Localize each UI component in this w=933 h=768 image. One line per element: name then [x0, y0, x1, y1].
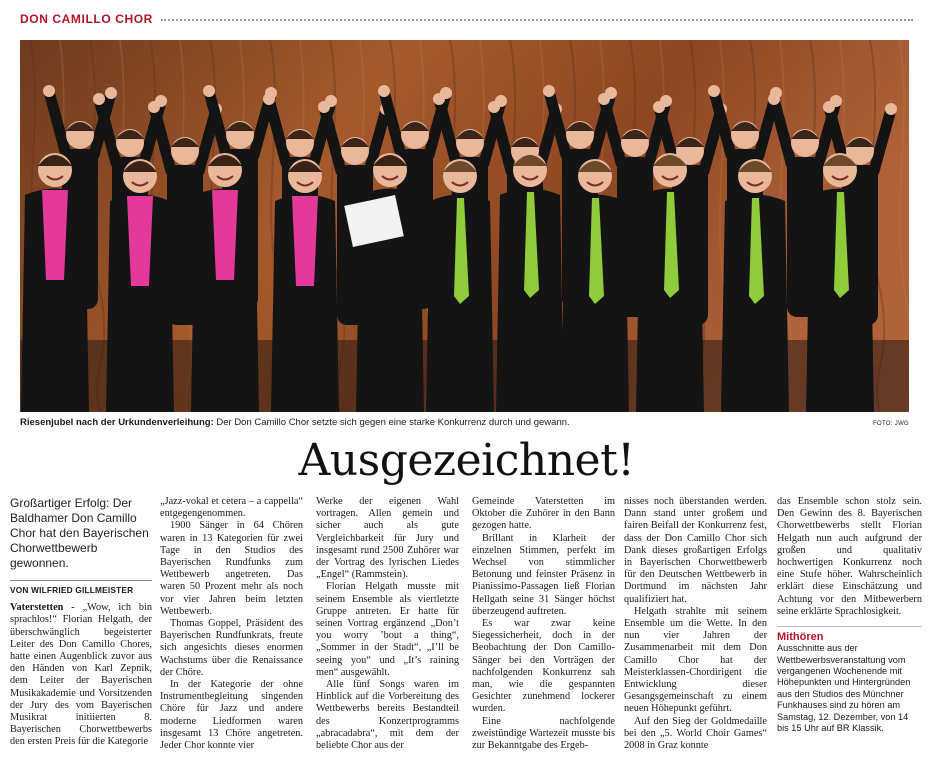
article-paragraph: das Ensemble schon stolz sein. Den Gewinn des 8. Bayerischen Chorwettbewerbs stellt Florian Helgath nun auch aufgrund der großen und qualitativ hochwertigen Konkurrenz noch eine Stufe höher. Wahrscheinlich erklärt diese Einschätzung und Achtung vor den Mitbewerbern seine erklärte Sprachlosigkeit.	[777, 496, 922, 617]
sidebar-box-title: Mithören	[777, 626, 922, 643]
article-column-2	[160, 496, 303, 752]
article-paragraph	[10, 602, 152, 748]
article-paragraph: 1900 Sänger in 64 Chören waren in 13 Kategorien für zwei Tage in den Studios des Bayerischen Rundfunks zum Wettbewerb angetreten. Das waren 50 Prozent mehr als noch vor vier Jahren beim letzten Wettbewerb.	[160, 520, 303, 617]
article-paragraph: Helgath strahlte mit seinem Ensemble um die Wette. In den nun vier Jahren der Zusammenarbeit mit dem Don Camillo Chor hat der Meisterklassen-Chordirigent die Entwicklung dieser Gesangsgemeinschaft zu einem neuen Höhepunkt geführt.	[624, 605, 767, 715]
headline: Ausgezeichnet!	[298, 435, 635, 486]
article-paragraph: Gemeinde Vaterstetten im Oktober die Zuhörer in den Bann gezogen hatte.	[472, 496, 615, 532]
sidebar-box-text: Ausschnitte aus der Wettbewerbsveranstaltung vom vergangenen Wochenende mit Höhepunkten und Hintergründen aus den Studios des Münchner Funkhauses sind zu hören am Samstag, 12. Dezember, von 14 bis 15 Uhr auf BR Klassik.	[777, 643, 911, 734]
dotted-rule	[161, 19, 913, 21]
article-paragraph: In der Kategorie der ohne Instrumentbegleitung singenden Chöre für Jazz und andere moderne Liedformen waren insgesamt 13 Chöre angetreten. Jeder Chor konnte vier	[160, 679, 303, 752]
byline: VON WILFRIED GILLMEISTER	[10, 580, 152, 596]
photo-illustration	[20, 40, 909, 412]
article-column-1	[10, 496, 152, 749]
photo-credit: FOTO: JWG	[873, 421, 909, 427]
section-header	[20, 8, 913, 30]
article-column-5	[624, 496, 767, 752]
article-column-4	[472, 496, 615, 752]
article-column-3	[316, 496, 459, 752]
article-paragraph: Brillant in Klarheit der einzelnen Stimmen, perfekt im Wechsel von stimmlicher Betonung und feinster Präsenz in Pianissimo-Passagen ließ Florian Hellgath seine 31 Sänger höchst überzeugend auftreten.	[472, 532, 615, 617]
article-paragraph: „Jazz-vokal et cetera – a cappella“ entgegengenommen.	[160, 496, 303, 520]
article-paragraph: Eine nachfolgende zweistündige Wartezeit musste bis zur Bekanntgabe des Ergeb-	[472, 715, 615, 752]
photo-caption	[20, 416, 909, 430]
paragraph-text: „Wow, ich bin sprachlos!“ Florian Helgath, der überschwänglich begeisterter Leiter des Don Camillo Chores, hatte einen Augenblick zuvor aus den Händen von Karl Zepnik, dem Leiter der Bayerischen Musikakademie und Vorsitzenden der Jury des vom Bayerischen Musikrat initiierten 8. Bayerischen Chorwettbewerbs den ersten Preis für die Kategorie	[10, 602, 153, 748]
article-column-6	[777, 496, 922, 734]
dateline: Vaterstetten -	[10, 602, 75, 614]
article-paragraph: Es war zwar keine Siegessicherheit, doch in der Beobachtung der Don Camillo-Sänger bei den Vorträgen der nachfolgenden Konkurrenz sah man, wie die gespannten Gesichter zunehmend lockerer wurden.	[472, 618, 615, 715]
article-paragraph: Thomas Goppel, Präsident des Bayerischen Rundfunkrats, freute sich angesichts dieses enormen Wachstums über die Renaissance der Chöre.	[160, 618, 303, 678]
section-kicker: DON CAMILLO CHOR	[20, 12, 153, 26]
article-paragraph: Florian Helgath musste mit seinem Ensemble als viertletzte Gruppe antreten. Er hatte für seinen Vortrag ergänzend „Don’t you worry ’bout a thing“, „Sommer in der Stadt“, „I’ll be seeing you“ und „It’s raining men“ ausgewählt.	[316, 581, 459, 678]
teaser: Großartiger Erfolg: Der Baldhamer Don Camillo Chor hat den Bayerischen Chorwettbewerb gewonnen.	[10, 496, 149, 570]
article-paragraph: nisses noch überstanden werden. Dann stand unter großem und fairen Beifall der Konkurrenz fest, dass der Don Camillo Chor sich Dank dieses großartigen Erfolgs in Bayerischen Chorwettbewerb für den Deutschen Wettbewerb in Dortmund im nächsten Jahr qualifiziert hat.	[624, 496, 767, 605]
article-paragraph: Alle fünf Songs waren im Hinblick auf die Vorbereitung des Wettbewerbs bereits Bestandteil des Konzertprogramms „abracadabra“, mit dem der beliebte Chor aus der	[316, 679, 459, 752]
article-paragraph: Werke der eigenen Wahl vortragen. Allen gemein und sicher auch als gute Vergleichbarkeit für Jury und insgesamt rund 2500 Zuhörer war der Vortrag des lyrischen Liedes „Engel“ (Rammstein).	[316, 496, 459, 581]
article-paragraph: Auf den Sieg der Goldmedaille bei den „5. World Choir Games“ 2008 in Graz konnte	[624, 715, 767, 752]
caption-text: Der Don Camillo Chor setzte sich gegen eine starke Konkurrenz durch und gewann.	[213, 417, 570, 428]
choir-photo	[20, 40, 909, 412]
caption-lead: Riesenjubel nach der Urkundenverleihung:	[20, 417, 214, 428]
